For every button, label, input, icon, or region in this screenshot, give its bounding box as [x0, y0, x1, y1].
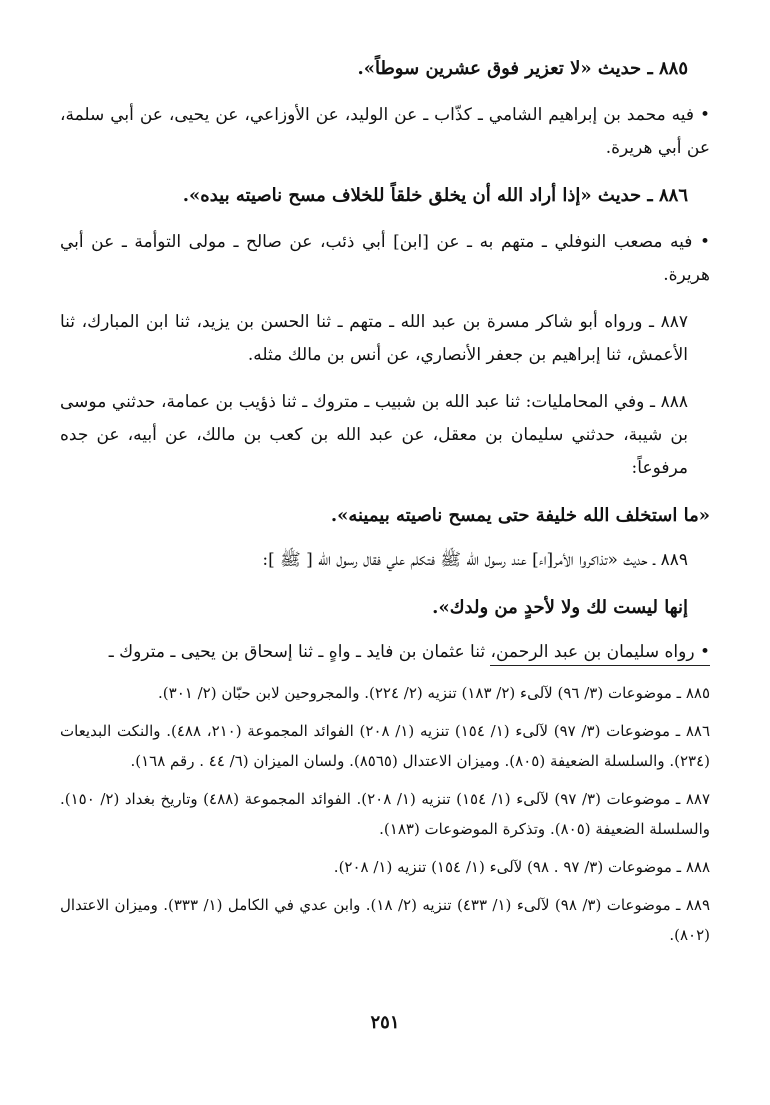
entry-887-text: ٨٨٧ ـ ورواه أبو شاكر مسرة بن عبد الله ـ متهم ـ ثنا الحسن بن يزيد، ثنا ابن المبارك، ثنا الأعمش، ثنا إبراهيم بن جعفر الأنصاري، عن أنس بن مالك مثله. — [60, 312, 688, 365]
footnote-885: ٨٨٥ ـ موضوعات (٣/ ٩٦) لآلىء (٢/ ١٨٣) تنزيه (٢/ ٢٢٤). والمجروحين لابن حبّان (٢/ ٣٠١). — [158, 684, 710, 702]
footnote-889: ٨٨٩ ـ موضوعات (٣/ ٩٨) لآلىء (١/ ٤٣٣) تنزيه (٢/ ١٨). وابن عدي في الكامل (١/ ٣٣٣). وميزان الاعتدال (٨٠٢). — [60, 896, 711, 944]
entry-886-title: ٨٨٦ ـ حديث «إذا أراد الله أن يخلق خلقاً للخلاف مسح ناصيته بيده». — [182, 185, 688, 206]
footnotes — [60, 678, 710, 958]
entry-886-chain: • فيه مصعب النوفلي ـ متهم به ـ عن [ابن] أبي ذئب، عن صالح ـ مولى التوأمة ـ عن أبي هريرة. — [60, 232, 710, 285]
entry-889-hadith: إنها ليست لك ولا لأحدٍ من ولدك». — [432, 597, 688, 618]
footnote-888: ٨٨٨ ـ موضوعات (٣/ ٩٧ . ٩٨) لآلىء (١/ ١٥٤) تنزيه (١/ ٢٠٨). — [333, 858, 710, 876]
footnote-886: ٨٨٦ ـ موضوعات (٣/ ٩٧) لآلىء (١/ ١٥٤) تنزيه (١/ ٢٠٨) الفوائد المجموعة (٢١٠، ٤٨٨). والنكت البديعات (٢٣٤). والسلسلة الضعيفة (٨٠٥). وميزان الاعتدال (٨٥٦٥). ولسان الميزان (٦/ ٤٤ . رقم ١٦٨). — [60, 722, 711, 770]
entry-889-chain: • رواه سليمان بن عبد الرحمن، ثنا عثمان بن فايد ـ واهٍ ـ ثنا إسحاق بن يحيى ـ متروك ـ — [108, 642, 710, 662]
footnote-887: ٨٨٧ ـ موضوعات (٣/ ٩٧) لآلىء (١/ ١٥٤) تنزيه (١/ ٢٠٨). الفوائد المجموعة (٤٨٨) وتاريخ بغداد (٢/ ١٥٠). والسلسلة الضعيفة (٨٠٥). وتذكرة الموضوعات (١٨٣). — [60, 790, 711, 838]
footnote-divider — [490, 665, 710, 666]
page-number: ٢٥١ — [370, 1012, 400, 1033]
entry-888-text: ٨٨٨ ـ وفي المحامليات: ثنا عبد الله بن شبيب ـ متروك ـ ثنا ذؤيب بن عمامة، حدثني موسى بن شيبة، حدثني سليمان بن معقل، عن عبد الله بن كعب بن مالك، عن أبيه، عن جده مرفوعاً: — [60, 392, 688, 478]
main-text — [60, 52, 710, 683]
entry-885-chain: • فيه محمد بن إبراهيم الشامي ـ كذّاب ـ عن الوليد، عن الأوزاعي، عن يحيى، عن أبي سلمة، عن أبي هريرة. — [60, 105, 710, 158]
entry-888-hadith: «ما استخلف الله خليفة حتى يمسح ناصيته بيمينه». — [330, 505, 710, 526]
entry-885-title: ٨٨٥ ـ حديث «لا تعزير فوق عشرين سوطاً». — [357, 58, 688, 79]
entry-889-title: ٨٨٩ ـ حديث «تذاكروا الأمر[اء] عند رسول الله ﷺ فتكلم علي فقال رسول الله [ ﷺ ]: — [262, 550, 688, 570]
